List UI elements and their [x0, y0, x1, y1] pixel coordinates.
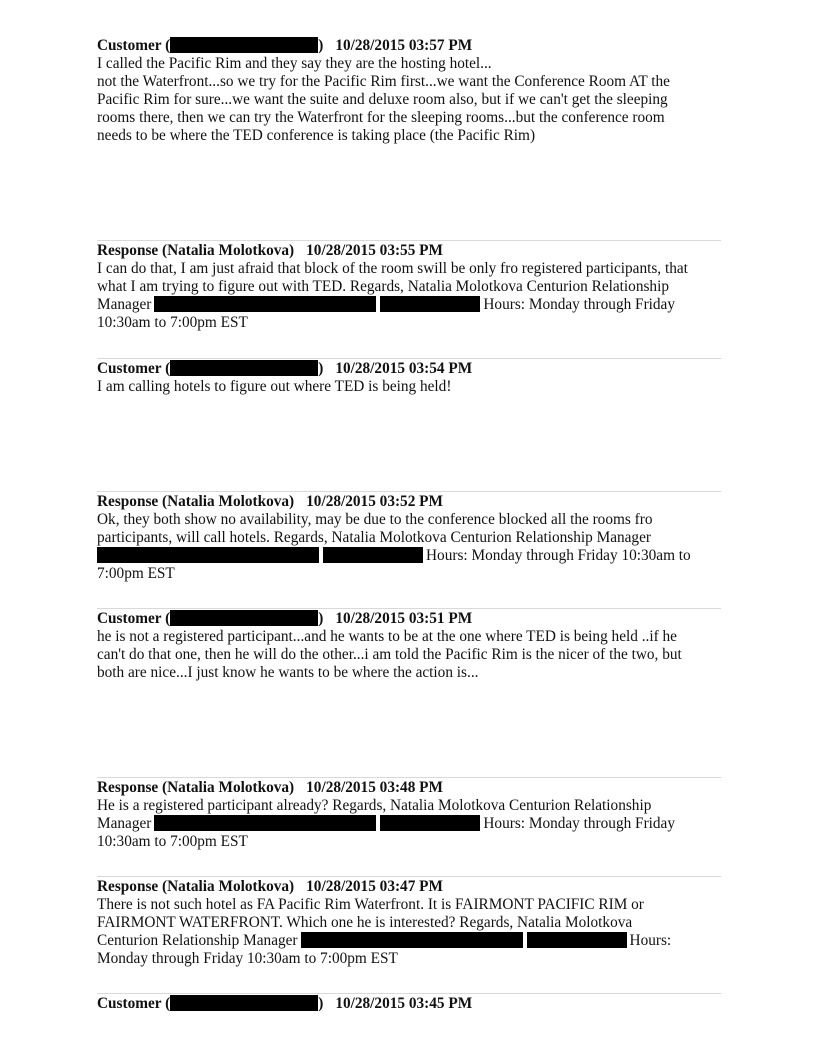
- message-header: [97, 779, 721, 797]
- message-line: There is not such hotel as FA Pacific Rim Waterfront. It is FAIRMONT PACIFIC RIM or: [97, 896, 644, 913]
- timestamp: 10/28/2015 03:47 PM: [306, 878, 443, 895]
- message-line: He is a registered participant already? Regards, Natalia Molotkova Centurion Relationship: [97, 797, 652, 814]
- redacted-name: [170, 360, 318, 376]
- message-line: not the Waterfront...so we try for the Pacific Rim first...we want the Conference Room AT the: [97, 73, 670, 90]
- redacted-name: [170, 610, 318, 626]
- speaker-close: ): [318, 610, 324, 627]
- message-header: [97, 360, 721, 378]
- timestamp: 10/28/2015 03:54 PM: [335, 360, 473, 377]
- message-line: [97, 296, 721, 314]
- message-header: [97, 37, 721, 55]
- redacted-phone: [380, 296, 480, 312]
- message-body: [97, 896, 721, 968]
- message-line: 10:30am to 7:00pm EST: [97, 833, 248, 850]
- redacted-name: [170, 995, 318, 1011]
- hours-text: Hours: Monday through Friday 10:30am to: [426, 547, 691, 564]
- message-body: [97, 378, 721, 396]
- signature-title: Centurion Relationship Manager: [97, 932, 298, 949]
- message-header: [97, 242, 721, 260]
- message-body: [97, 511, 721, 583]
- redacted-contact: [154, 815, 376, 831]
- speaker-label: Customer (: [97, 610, 171, 627]
- message-body: [97, 628, 721, 682]
- message-line: I called the Pacific Rim and they say they are the hosting hotel...: [97, 55, 492, 72]
- timestamp: 10/28/2015 03:57 PM: [335, 37, 473, 54]
- timestamp: 10/28/2015 03:45 PM: [335, 995, 473, 1012]
- message-line: FAIRMONT WATERFRONT. Which one he is interested? Regards, Natalia Molotkova: [97, 914, 633, 931]
- message-header: [97, 995, 721, 1013]
- speaker-label: Response (Natalia Molotkova): [97, 779, 295, 796]
- message-header: [97, 878, 721, 896]
- redacted-phone: [527, 932, 627, 948]
- redacted-contact: [97, 547, 319, 563]
- message-customer: [97, 358, 721, 396]
- message-customer: [97, 608, 721, 682]
- timestamp: 10/28/2015 03:51 PM: [335, 610, 473, 627]
- speaker-close: ): [318, 360, 324, 377]
- message-response: [97, 240, 721, 332]
- message-line: he is not a registered participant...and he wants to be at the one where TED is being held ..if he: [97, 628, 677, 645]
- message-line: can't do that one, then he will do the other...i am told the Pacific Rim is the nicer of the two, but: [97, 646, 682, 663]
- message-line: Monday through Friday 10:30am to 7:00pm EST: [97, 950, 398, 967]
- message-line: I am calling hotels to figure out where TED is being held!: [97, 378, 452, 395]
- message-line: [97, 815, 721, 833]
- message-line: participants, will call hotels. Regards, Natalia Molotkova Centurion Relationship Manager: [97, 529, 651, 546]
- redacted-phone: [380, 815, 480, 831]
- redacted-phone: [323, 547, 423, 563]
- timestamp: 10/28/2015 03:52 PM: [306, 493, 443, 510]
- message-line: both are nice...I just know he wants to be where the action is...: [97, 664, 479, 681]
- speaker-close: ): [318, 995, 324, 1012]
- speaker-label: Customer (: [97, 37, 171, 54]
- message-line: Pacific Rim for sure...we want the suite and deluxe room also, but if we can't get the sleeping: [97, 91, 668, 108]
- message-response: [97, 777, 721, 851]
- signature-title: Manager: [97, 296, 152, 313]
- message-body: [97, 260, 721, 332]
- timestamp: 10/28/2015 03:48 PM: [306, 779, 443, 796]
- message-body: [97, 797, 721, 851]
- speaker-label: Response (Natalia Molotkova): [97, 493, 295, 510]
- message-line: [97, 932, 721, 950]
- message-line: I can do that, I am just afraid that block of the room swill be only fro registered participants, that: [97, 260, 688, 277]
- hours-text: Hours:: [629, 932, 672, 949]
- speaker-label: Customer (: [97, 995, 171, 1012]
- redacted-name: [170, 37, 318, 53]
- hours-text: Hours: Monday through Friday: [483, 296, 675, 313]
- speaker-label: Response (Natalia Molotkova): [97, 242, 295, 259]
- message-header: [97, 610, 721, 628]
- hours-text: Hours: Monday through Friday: [483, 815, 675, 832]
- timestamp: 10/28/2015 03:55 PM: [306, 242, 443, 259]
- message-customer: [97, 37, 721, 145]
- redacted-contact: [301, 932, 523, 948]
- speaker-close: ): [318, 37, 324, 54]
- message-line: needs to be where the TED conference is taking place (the Pacific Rim): [97, 127, 536, 144]
- message-line: 7:00pm EST: [97, 565, 175, 582]
- redacted-contact: [154, 296, 376, 312]
- message-line: what I am trying to figure out with TED. Regards, Natalia Molotkova Centurion Relationship: [97, 278, 669, 295]
- message-line: rooms there, then we can try the Waterfront for the sleeping rooms...but the conference room: [97, 109, 665, 126]
- speaker-label: Response (Natalia Molotkova): [97, 878, 295, 895]
- message-response: [97, 491, 721, 583]
- message-body: [97, 55, 721, 145]
- message-response: [97, 876, 721, 968]
- message-customer: [97, 993, 721, 1013]
- message-line: [97, 547, 721, 565]
- message-header: [97, 493, 721, 511]
- signature-title: Manager: [97, 815, 152, 832]
- message-line: 10:30am to 7:00pm EST: [97, 314, 248, 331]
- message-line: Ok, they both show no availability, may be due to the conference blocked all the rooms fro: [97, 511, 653, 528]
- speaker-label: Customer (: [97, 360, 171, 377]
